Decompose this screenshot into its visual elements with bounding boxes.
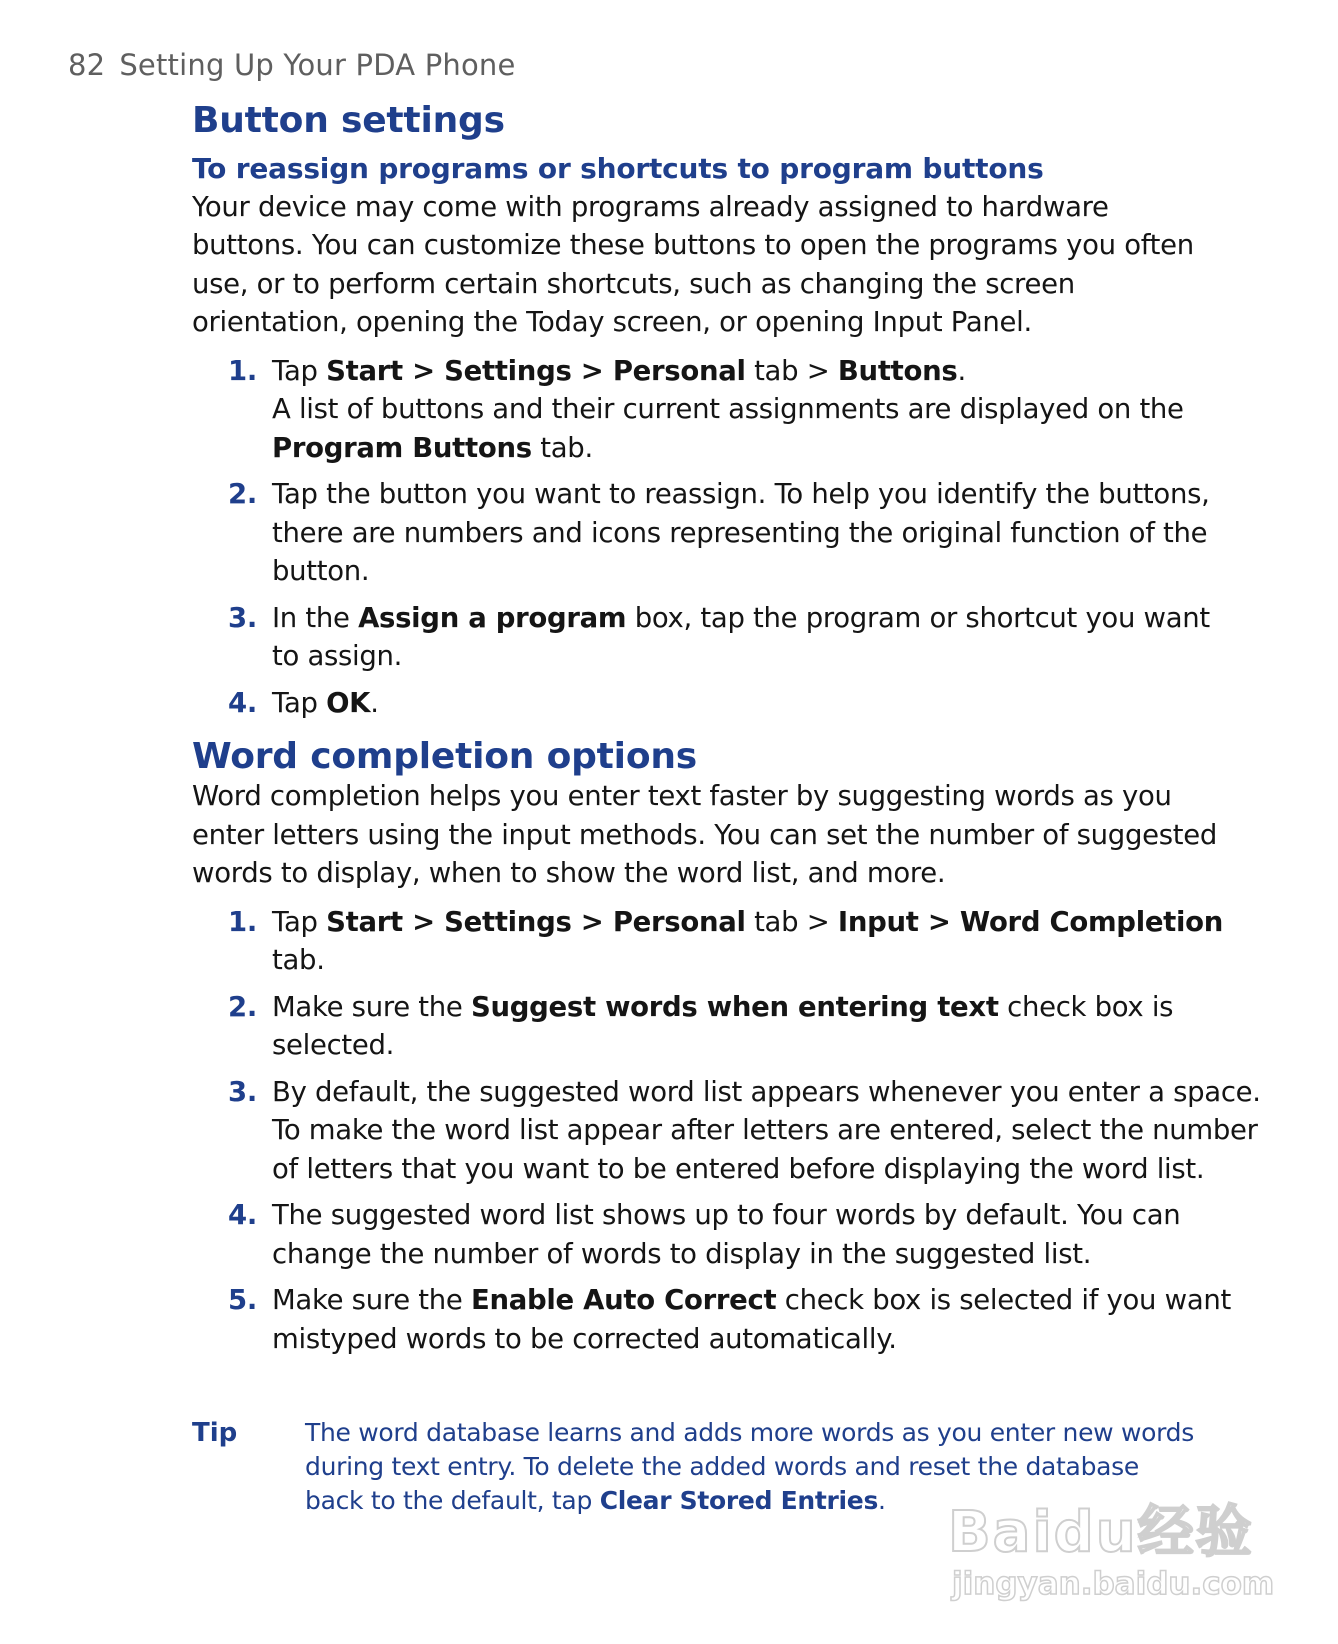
list-item: 2. Tap the button you want to reassign. To help you identify the buttons, there are numbers and icons representing the original function of the button. [192,475,1222,591]
word-completion-intro: Word completion helps you enter text faster by suggesting words as you enter letters using the input methods. You can set the number of suggested words to display, when to show the word list, and more. [192,780,1218,890]
word-completion-steps [192,903,1272,1359]
watermark-url: jingyan.baidu.com [952,1566,1275,1602]
tip-label: Tip [192,1418,238,1448]
list-item: 2. Make sure the Suggest words when entering text check box is selected. [192,988,1272,1065]
step-number: 2. [228,990,257,1023]
page-number: 82 [68,48,106,82]
list-item: 1. Tap Start > Settings > Personal tab > Input > Word Completion tab. [192,903,1272,980]
baidu-logo-icon: Baidu经验 [948,1500,1254,1565]
step-number: 1. [228,905,257,938]
button-settings-intro: Your device may come with programs already assigned to hardware buttons. You can customize these buttons to open the programs you often use, or to perform certain shortcuts, such as changing the screen orientation, opening the Today screen, or opening Input Panel. [192,190,1194,339]
list-item: 5. Make sure the Enable Auto Correct check box is selected if you want mistyped words to be corrected automatically. [192,1281,1272,1358]
step-number: 5. [228,1284,257,1317]
step-number: 2. [228,478,257,511]
clear-stored-entries-label: Clear Stored Entries [599,1486,879,1515]
subsection-title-reassign: To reassign programs or shortcuts to program buttons [192,152,1044,186]
list-item: 1. Tap Start > Settings > Personal tab > Buttons. A list of buttons and their current assignments are displayed on the Program Buttons tab. [192,352,1222,468]
tip-text: The word database learns and adds more words as you enter new words during text entry. To delete the added words and reset the database back to the default, tap Clear Stored Entries. [305,1418,1194,1515]
word-completion-section [192,736,1261,1366]
step-number: 4. [228,1199,257,1232]
step-number: 4. [228,686,257,719]
button-settings-section [192,100,1222,730]
section-title-button-settings: Button settings [192,100,505,141]
chapter-title: Setting Up Your PDA Phone [119,48,516,82]
step-number: 3. [228,601,257,634]
list-item: 3. In the Assign a program box, tap the program or shortcut you want to assign. [192,599,1222,676]
section-title-word-completion: Word completion options [192,736,698,777]
list-item: 4. The suggested word list shows up to four words by default. You can change the number of words to display in the suggested list. [192,1196,1272,1273]
button-settings-steps [192,352,1222,723]
step-number: 3. [228,1075,257,1108]
page-header [68,48,516,82]
list-item: 4. Tap OK. [192,684,1222,723]
tip-box [192,1416,1202,1518]
step-number: 1. [228,354,257,387]
list-item: 3. By default, the suggested word list appears whenever you enter a space. To make the word list appear after letters are entered, select the number of letters that you want to be entered before displaying the word list. [192,1073,1272,1189]
